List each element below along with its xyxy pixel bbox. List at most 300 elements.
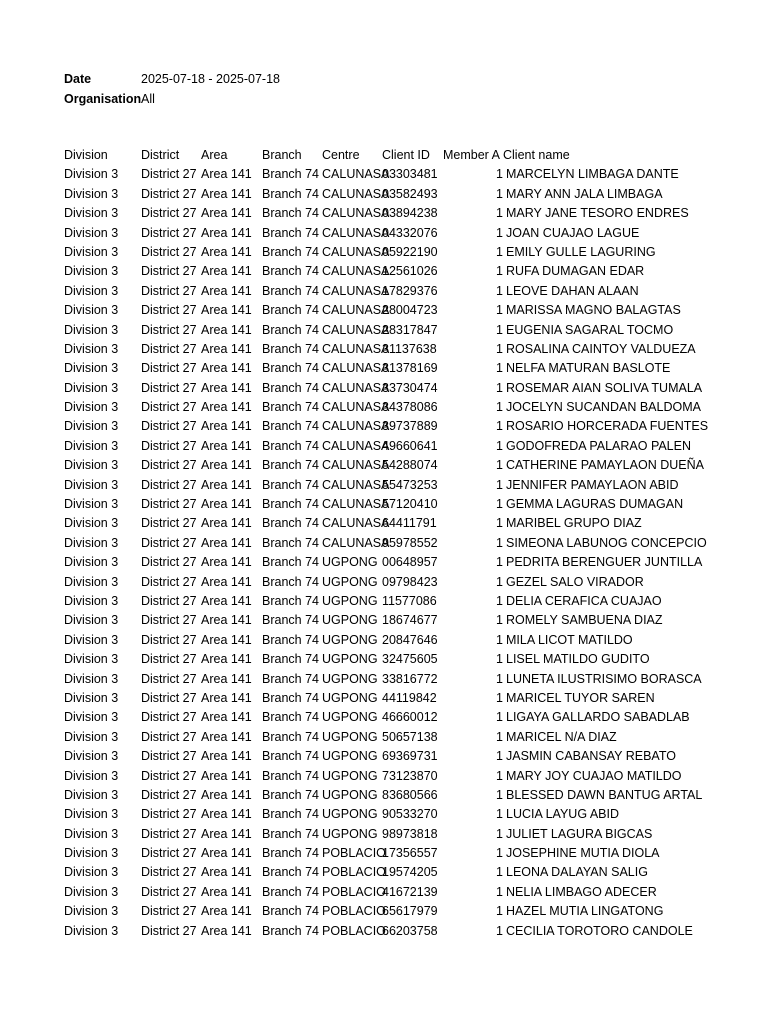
cell-area: Area 141 [201, 787, 252, 802]
cell-centre: UGPONG [322, 729, 378, 744]
cell-area: Area 141 [201, 729, 252, 744]
cell-division: Division 3 [64, 652, 119, 667]
cell-client-id: 33816772 [382, 671, 438, 686]
cell-client-name: DELIA CERAFICA CUAJAO [506, 593, 662, 608]
cell-area: Area 141 [201, 283, 252, 298]
cell-client-name: GEMMA LAGURAS DUMAGAN [506, 497, 684, 512]
cell-centre: CALUNASA [322, 380, 390, 395]
cell-area: Area 141 [201, 516, 252, 531]
cell-member: 1 [496, 652, 503, 667]
cell-member: 1 [496, 283, 503, 298]
cell-division: Division 3 [64, 497, 119, 512]
cell-area: Area 141 [201, 749, 252, 764]
cell-client-id: 31137638 [382, 341, 437, 356]
cell-division: Division 3 [64, 380, 119, 395]
cell-member: 1 [496, 923, 503, 938]
cell-district: District 27 [141, 438, 197, 453]
cell-member: 1 [496, 419, 503, 434]
cell-area: Area 141 [201, 244, 252, 259]
cell-client-name: LIGAYA GALLARDO SABADLAB [506, 710, 690, 725]
table-row [0, 476, 768, 495]
table-row [0, 514, 768, 533]
cell-client-id: 17829376 [382, 283, 438, 298]
cell-member: 1 [496, 555, 503, 570]
cell-centre: CALUNASA [322, 225, 390, 240]
cell-district: District 27 [141, 341, 197, 356]
cell-centre: POBLACIO [322, 904, 386, 919]
cell-district: District 27 [141, 516, 197, 531]
cell-district: District 27 [141, 283, 197, 298]
cell-district: District 27 [141, 167, 197, 182]
cell-member: 1 [496, 322, 503, 337]
cell-district: District 27 [141, 652, 197, 667]
cell-client-id: 03582493 [382, 186, 438, 201]
cell-division: Division 3 [64, 807, 119, 822]
table-row [0, 224, 768, 243]
cell-member: 1 [496, 846, 503, 861]
cell-centre: CALUNASA [322, 167, 390, 182]
cell-client-name: JOCELYN SUCANDAN BALDOMA [506, 400, 701, 415]
cell-centre: POBLACIO [322, 923, 386, 938]
cell-centre: UGPONG [322, 593, 378, 608]
cell-branch: Branch 74 [262, 749, 319, 764]
cell-branch: Branch 74 [262, 497, 319, 512]
cell-client-name: JULIET LAGURA BIGCAS [506, 826, 653, 841]
cell-client-name: ROMELY SAMBUENA DIAZ [506, 613, 663, 628]
header-area: Area [201, 148, 228, 162]
cell-division: Division 3 [64, 787, 119, 802]
cell-client-name: MARY ANN JALA LIMBAGA [506, 186, 663, 201]
cell-district: District 27 [141, 244, 197, 259]
cell-centre: UGPONG [322, 749, 378, 764]
cell-branch: Branch 74 [262, 923, 319, 938]
cell-division: Division 3 [64, 303, 119, 318]
cell-member: 1 [496, 593, 503, 608]
cell-client-id: 66203758 [382, 923, 438, 938]
cell-client-id: 28317847 [382, 322, 438, 337]
cell-district: District 27 [141, 419, 197, 434]
cell-client-name: MARICEL TUYOR SAREN [506, 690, 655, 705]
cell-district: District 27 [141, 361, 197, 376]
cell-district: District 27 [141, 186, 197, 201]
cell-area: Area 141 [201, 225, 252, 240]
cell-area: Area 141 [201, 846, 252, 861]
cell-area: Area 141 [201, 904, 252, 919]
table-row [0, 708, 768, 727]
cell-centre: POBLACIO [322, 846, 386, 861]
cell-centre: POBLACIO [322, 865, 386, 880]
cell-client-name: JOAN CUAJAO LAGUE [506, 225, 640, 240]
cell-branch: Branch 74 [262, 303, 319, 318]
cell-branch: Branch 74 [262, 341, 319, 356]
cell-division: Division 3 [64, 167, 119, 182]
cell-division: Division 3 [64, 593, 119, 608]
cell-branch: Branch 74 [262, 652, 319, 667]
table-row [0, 844, 768, 863]
table-row [0, 767, 768, 786]
cell-centre: CALUNASA [322, 264, 390, 279]
table-row [0, 282, 768, 301]
cell-client-id: 44119842 [382, 690, 437, 705]
table-row [0, 379, 768, 398]
table-row [0, 301, 768, 320]
table-row [0, 786, 768, 805]
cell-district: District 27 [141, 768, 197, 783]
table-row [0, 650, 768, 669]
date-range-value: 2025-07-18 - 2025-07-18 [141, 72, 280, 86]
cell-division: Division 3 [64, 690, 119, 705]
cell-client-name: HAZEL MUTIA LINGATONG [506, 904, 664, 919]
cell-district: District 27 [141, 846, 197, 861]
cell-division: Division 3 [64, 438, 119, 453]
cell-client-id: 00648957 [382, 555, 438, 570]
cell-client-id: 95978552 [382, 535, 438, 550]
cell-centre: UGPONG [322, 807, 378, 822]
cell-client-id: 69369731 [382, 749, 438, 764]
table-row [0, 340, 768, 359]
cell-client-id: 31378169 [382, 361, 438, 376]
cell-district: District 27 [141, 497, 197, 512]
table-row [0, 670, 768, 689]
cell-area: Area 141 [201, 380, 252, 395]
cell-member: 1 [496, 671, 503, 686]
cell-client-id: 41672139 [382, 884, 438, 899]
cell-member: 1 [496, 826, 503, 841]
cell-client-id: 28004723 [382, 303, 438, 318]
cell-client-id: 98973818 [382, 826, 438, 841]
cell-division: Division 3 [64, 710, 119, 725]
cell-client-id: 54288074 [382, 458, 438, 473]
cell-member: 1 [496, 690, 503, 705]
cell-centre: CALUNASA [322, 341, 390, 356]
cell-client-id: 64411791 [382, 516, 437, 531]
table-header-row [0, 146, 768, 165]
cell-branch: Branch 74 [262, 690, 319, 705]
cell-division: Division 3 [64, 574, 119, 589]
cell-division: Division 3 [64, 749, 119, 764]
cell-client-id: 65617979 [382, 904, 438, 919]
header-member: Member A [443, 148, 500, 162]
cell-district: District 27 [141, 749, 197, 764]
cell-client-name: ROSARIO HORCERADA FUENTES [506, 419, 709, 434]
client-table [0, 146, 768, 941]
cell-member: 1 [496, 438, 503, 453]
cell-area: Area 141 [201, 593, 252, 608]
cell-client-name: LUNETA ILUSTRISIMO BORASCA [506, 671, 702, 686]
cell-division: Division 3 [64, 206, 119, 221]
cell-branch: Branch 74 [262, 710, 319, 725]
cell-member: 1 [496, 341, 503, 356]
cell-member: 1 [496, 516, 503, 531]
cell-client-id: 32475605 [382, 652, 438, 667]
cell-client-name: MILA LICOT MATILDO [506, 632, 633, 647]
cell-area: Area 141 [201, 632, 252, 647]
cell-district: District 27 [141, 380, 197, 395]
header-centre: Centre [322, 148, 360, 162]
cell-district: District 27 [141, 400, 197, 415]
cell-area: Area 141 [201, 497, 252, 512]
cell-area: Area 141 [201, 186, 252, 201]
table-row [0, 437, 768, 456]
cell-area: Area 141 [201, 361, 252, 376]
cell-district: District 27 [141, 574, 197, 589]
header-client-name: Client name [503, 148, 570, 162]
cell-district: District 27 [141, 923, 197, 938]
cell-area: Area 141 [201, 458, 252, 473]
cell-client-id: 18674677 [382, 613, 438, 628]
cell-division: Division 3 [64, 264, 119, 279]
cell-division: Division 3 [64, 729, 119, 744]
table-row [0, 495, 768, 514]
cell-member: 1 [496, 186, 503, 201]
cell-client-name: GEZEL SALO VIRADOR [506, 574, 644, 589]
cell-division: Division 3 [64, 186, 119, 201]
cell-branch: Branch 74 [262, 593, 319, 608]
cell-member: 1 [496, 613, 503, 628]
cell-client-id: 20847646 [382, 632, 438, 647]
cell-area: Area 141 [201, 652, 252, 667]
cell-branch: Branch 74 [262, 400, 319, 415]
cell-district: District 27 [141, 477, 197, 492]
cell-client-name: MARICEL N/A DIAZ [506, 729, 617, 744]
cell-branch: Branch 74 [262, 826, 319, 841]
cell-area: Area 141 [201, 555, 252, 570]
cell-division: Division 3 [64, 632, 119, 647]
cell-client-name: LEOVE DAHAN ALAAN [506, 283, 639, 298]
cell-area: Area 141 [201, 438, 252, 453]
cell-centre: CALUNASA [322, 322, 390, 337]
cell-branch: Branch 74 [262, 458, 319, 473]
cell-division: Division 3 [64, 884, 119, 899]
cell-client-id: 03894238 [382, 206, 438, 221]
cell-branch: Branch 74 [262, 361, 319, 376]
cell-district: District 27 [141, 613, 197, 628]
cell-division: Division 3 [64, 904, 119, 919]
cell-district: District 27 [141, 865, 197, 880]
cell-centre: CALUNASA [322, 206, 390, 221]
cell-client-id: 11577086 [382, 593, 437, 608]
cell-division: Division 3 [64, 826, 119, 841]
cell-client-name: LUCIA LAYUG ABID [506, 807, 620, 822]
cell-area: Area 141 [201, 671, 252, 686]
cell-member: 1 [496, 400, 503, 415]
organisation-label: Organisation [64, 92, 142, 106]
cell-area: Area 141 [201, 341, 252, 356]
cell-division: Division 3 [64, 361, 119, 376]
cell-branch: Branch 74 [262, 555, 319, 570]
cell-centre: UGPONG [322, 787, 378, 802]
cell-area: Area 141 [201, 884, 252, 899]
cell-member: 1 [496, 361, 503, 376]
cell-client-id: 12561026 [382, 264, 438, 279]
cell-branch: Branch 74 [262, 904, 319, 919]
cell-client-name: SIMEONA LABUNOG CONCEPCIO [506, 535, 707, 550]
header-division: Division [64, 148, 108, 162]
cell-branch: Branch 74 [262, 632, 319, 647]
cell-division: Division 3 [64, 225, 119, 240]
table-row [0, 825, 768, 844]
cell-client-name: MARY JANE TESORO ENDRES [506, 206, 689, 221]
cell-client-id: 17356557 [382, 846, 438, 861]
table-row [0, 398, 768, 417]
cell-member: 1 [496, 535, 503, 550]
cell-area: Area 141 [201, 710, 252, 725]
cell-member: 1 [496, 244, 503, 259]
cell-district: District 27 [141, 710, 197, 725]
table-row [0, 359, 768, 378]
cell-client-id: 49660641 [382, 438, 438, 453]
cell-area: Area 141 [201, 865, 252, 880]
cell-branch: Branch 74 [262, 264, 319, 279]
cell-district: District 27 [141, 729, 197, 744]
cell-division: Division 3 [64, 768, 119, 783]
cell-client-id: 73123870 [382, 768, 438, 783]
cell-area: Area 141 [201, 535, 252, 550]
cell-client-id: 90533270 [382, 807, 438, 822]
table-row [0, 456, 768, 475]
table-row [0, 592, 768, 611]
table-row [0, 534, 768, 553]
cell-client-id: 39737889 [382, 419, 438, 434]
cell-member: 1 [496, 787, 503, 802]
table-body [0, 165, 768, 941]
cell-area: Area 141 [201, 613, 252, 628]
cell-branch: Branch 74 [262, 865, 319, 880]
cell-division: Division 3 [64, 283, 119, 298]
cell-district: District 27 [141, 787, 197, 802]
cell-client-name: ROSEMAR AIAN SOLIVA TUMALA [506, 380, 703, 395]
table-row [0, 204, 768, 223]
cell-client-name: CECILIA TOROTORO CANDOLE [506, 923, 693, 938]
cell-district: District 27 [141, 632, 197, 647]
cell-area: Area 141 [201, 303, 252, 318]
cell-client-name: MARY JOY CUAJAO MATILDO [506, 768, 682, 783]
cell-branch: Branch 74 [262, 787, 319, 802]
cell-district: District 27 [141, 826, 197, 841]
cell-client-name: MARISSA MAGNO BALAGTAS [506, 303, 681, 318]
cell-client-name: PEDRITA BERENGUER JUNTILLA [506, 555, 703, 570]
cell-centre: CALUNASA [322, 400, 390, 415]
cell-client-id: 33730474 [382, 380, 438, 395]
cell-centre: UGPONG [322, 632, 378, 647]
cell-district: District 27 [141, 303, 197, 318]
cell-client-name: JENNIFER PAMAYLAON ABID [506, 477, 679, 492]
cell-centre: UGPONG [322, 826, 378, 841]
table-row [0, 805, 768, 824]
table-row [0, 883, 768, 902]
cell-area: Area 141 [201, 477, 252, 492]
cell-centre: CALUNASA [322, 535, 390, 550]
cell-branch: Branch 74 [262, 206, 319, 221]
cell-division: Division 3 [64, 477, 119, 492]
cell-client-name: RUFA DUMAGAN EDAR [506, 264, 645, 279]
cell-district: District 27 [141, 671, 197, 686]
cell-client-id: 03303481 [382, 167, 438, 182]
cell-division: Division 3 [64, 555, 119, 570]
table-row [0, 902, 768, 921]
cell-member: 1 [496, 458, 503, 473]
cell-centre: CALUNASA [322, 419, 390, 434]
cell-district: District 27 [141, 690, 197, 705]
cell-area: Area 141 [201, 400, 252, 415]
cell-member: 1 [496, 807, 503, 822]
cell-division: Division 3 [64, 535, 119, 550]
cell-client-name: LISEL MATILDO GUDITO [506, 652, 650, 667]
cell-client-name: GODOFREDA PALARAO PALEN [506, 438, 692, 453]
cell-client-name: MARIBEL GRUPO DIAZ [506, 516, 642, 531]
cell-member: 1 [496, 865, 503, 880]
cell-centre: POBLACIO [322, 884, 386, 899]
cell-division: Division 3 [64, 341, 119, 356]
table-row [0, 689, 768, 708]
cell-branch: Branch 74 [262, 884, 319, 899]
cell-division: Division 3 [64, 400, 119, 415]
cell-division: Division 3 [64, 846, 119, 861]
header-branch: Branch [262, 148, 302, 162]
cell-branch: Branch 74 [262, 186, 319, 201]
cell-member: 1 [496, 632, 503, 647]
cell-district: District 27 [141, 884, 197, 899]
cell-branch: Branch 74 [262, 477, 319, 492]
cell-member: 1 [496, 497, 503, 512]
cell-member: 1 [496, 768, 503, 783]
cell-centre: CALUNASA [322, 497, 390, 512]
table-row [0, 631, 768, 650]
cell-member: 1 [496, 884, 503, 899]
cell-district: District 27 [141, 206, 197, 221]
table-row [0, 863, 768, 882]
cell-client-name: EMILY GULLE LAGURING [506, 244, 656, 259]
cell-centre: CALUNASA [322, 303, 390, 318]
cell-centre: UGPONG [322, 690, 378, 705]
header-client-id: Client ID [382, 148, 430, 162]
cell-centre: CALUNASA [322, 361, 390, 376]
cell-centre: CALUNASA [322, 477, 390, 492]
cell-member: 1 [496, 264, 503, 279]
cell-area: Area 141 [201, 419, 252, 434]
cell-branch: Branch 74 [262, 380, 319, 395]
cell-district: District 27 [141, 593, 197, 608]
cell-client-id: 83680566 [382, 787, 438, 802]
cell-branch: Branch 74 [262, 574, 319, 589]
cell-district: District 27 [141, 322, 197, 337]
cell-client-name: CATHERINE PAMAYLAON DUEÑA [506, 458, 704, 473]
cell-client-name: NELFA MATURAN BASLOTE [506, 361, 671, 376]
cell-division: Division 3 [64, 516, 119, 531]
cell-branch: Branch 74 [262, 729, 319, 744]
cell-branch: Branch 74 [262, 613, 319, 628]
table-row [0, 922, 768, 941]
cell-client-id: 04332076 [382, 225, 438, 240]
cell-centre: UGPONG [322, 768, 378, 783]
cell-branch: Branch 74 [262, 225, 319, 240]
cell-area: Area 141 [201, 826, 252, 841]
table-row [0, 165, 768, 184]
cell-centre: CALUNASA [322, 244, 390, 259]
cell-division: Division 3 [64, 458, 119, 473]
cell-branch: Branch 74 [262, 167, 319, 182]
cell-district: District 27 [141, 555, 197, 570]
header-district: District [141, 148, 180, 162]
table-row [0, 553, 768, 572]
cell-client-id: 19574205 [382, 865, 438, 880]
cell-client-name: BLESSED DAWN BANTUG ARTAL [506, 787, 703, 802]
cell-client-id: 46660012 [382, 710, 438, 725]
cell-district: District 27 [141, 264, 197, 279]
cell-member: 1 [496, 225, 503, 240]
cell-division: Division 3 [64, 322, 119, 337]
cell-branch: Branch 74 [262, 438, 319, 453]
